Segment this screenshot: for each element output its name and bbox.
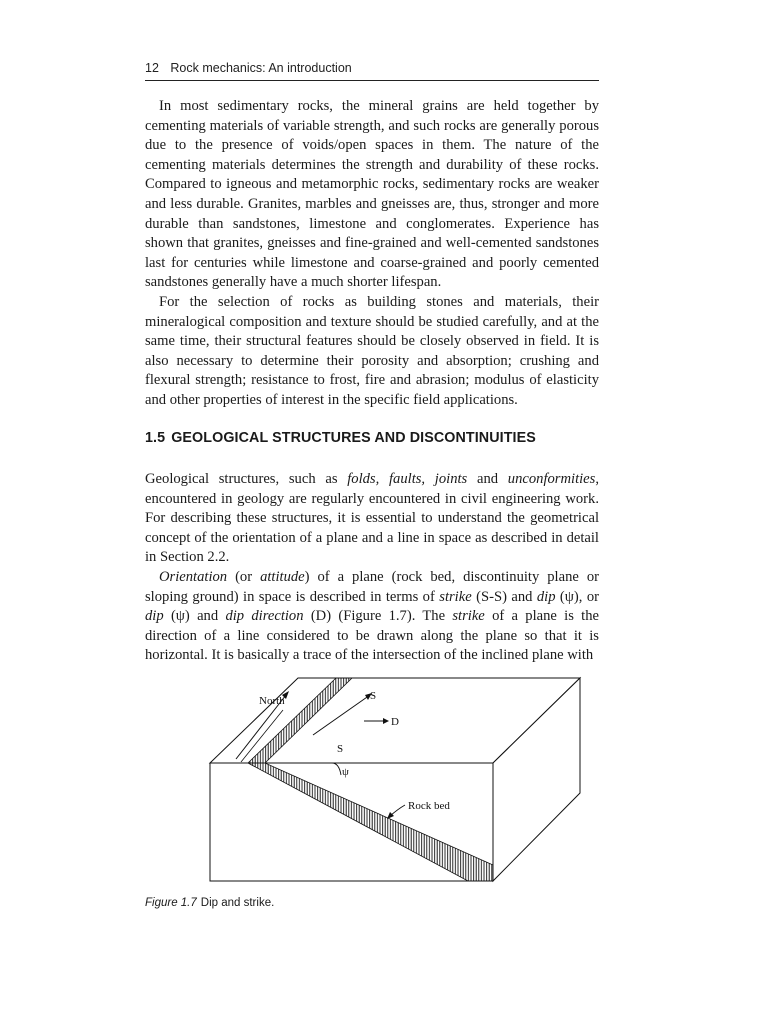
body-text-top bbox=[145, 97, 599, 411]
label-north: North bbox=[259, 695, 285, 707]
figure-number: Figure 1.7 bbox=[145, 897, 197, 909]
label-dip-direction: D bbox=[391, 716, 399, 728]
paragraph-building-stones: For the selection of rocks as building stones and materials, their mineralogical composition and texture should be studied carefully, and at the same time, their structural features should be closely observed in field. It is also necessary to determine their porosity and absorption; crushing and flexural strength; resistance to frost, fire and abrasion; modulus of elasticity and other properties of interest in the specific field applications. bbox=[145, 293, 599, 408]
figure-caption bbox=[145, 897, 274, 909]
dip-strike-block-diagram bbox=[200, 675, 600, 885]
label-psi: ψ bbox=[342, 766, 349, 778]
label-strike-bottom: S bbox=[337, 743, 344, 755]
paragraph-geological-structures: Geological structures, such as folds, faults, joints and unconformities, encountered in geology are regularly encountered in civil engineering work. For describing these structures, it is essential to understand the geometrical concept of the orientation of a plane and a line in space as described in detail in Section 2.2. bbox=[145, 471, 599, 566]
paragraph-sedimentary-rocks: In most sedimentary rocks, the mineral grains are held together by cementing materials of variable strength, and such rocks are generally porous due to the presence of voids/open spaces in them. The nature of the cementing materials determines the strength and durability of these rocks. Compared to igneous and metamorphic rocks, sedimentary rocks are weaker and less durable. Granites, marbles and gneisses are, thus, stronger and more durable than sandstones, limestone and conglomerates. Experience has shown that granites, gneisses and fine-grained and well-cemented sandstones last for centuries while limestone and coarse-grained and poorly cemented sandstones generally have a much shorter lifespan. bbox=[145, 98, 599, 291]
running-header bbox=[145, 61, 599, 81]
page-number: 12 bbox=[145, 61, 159, 75]
label-rock-bed: Rock bed bbox=[408, 800, 450, 812]
running-title: Rock mechanics: An introduction bbox=[170, 61, 352, 75]
figure-caption-text: Dip and strike. bbox=[200, 897, 275, 909]
section-number: 1.5 bbox=[145, 430, 166, 446]
section-heading bbox=[145, 430, 615, 446]
body-text-bottom bbox=[145, 470, 599, 666]
paragraph-orientation: Orientation (or attitude) of a plane (rock bed, discontinuity plane or sloping ground) in space is described in terms of strike (S-S) and dip (ψ), or dip (ψ) and dip direction (D) (Figure 1.7). The strike of a plane is the direction of a line considered to be drawn along the plane so that it is horizontal. It is basically a trace of the intersection of the inclined plane with bbox=[145, 568, 600, 664]
section-title: GEOLOGICAL STRUCTURES AND DISCONTINUITIES bbox=[171, 430, 536, 446]
label-strike-top: S bbox=[370, 690, 377, 702]
